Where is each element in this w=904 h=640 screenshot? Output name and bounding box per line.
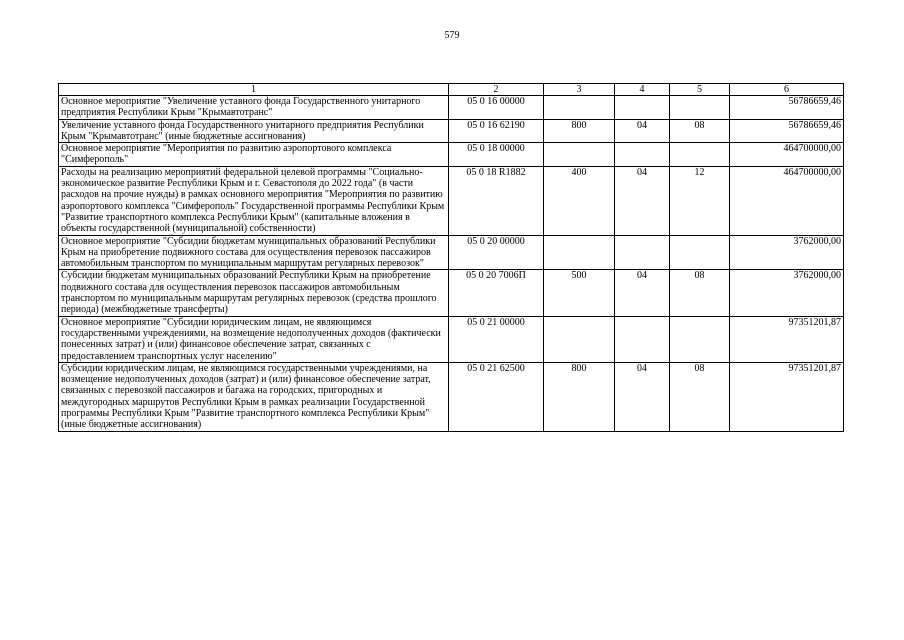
row-amount: 56786659,46 [730,119,844,143]
row-col-3: 400 [544,166,615,235]
row-col-4 [615,235,670,270]
row-col-4 [615,96,670,120]
row-col-3 [544,235,615,270]
row-col-5: 08 [670,270,730,316]
header-col-1: 1 [59,84,449,96]
row-amount: 56786659,46 [730,96,844,120]
row-col-5: 08 [670,362,730,431]
row-col-4 [615,143,670,167]
row-col-5: 08 [670,119,730,143]
row-col-5 [670,316,730,362]
row-name: Основное мероприятие "Мероприятия по развитию аэропортового комплекса "Симферополь" [59,143,449,167]
row-name: Расходы на реализацию мероприятий федеральной целевой программы "Социально-экономическое развитие Республики Крым и г. Севастополя до 2022 года" (в части расходов на прочие нужды) в рамках основного мероприятия "Мероприятия по развитию аэропортового комплекса "Симферополь" Государственной программы Республики Крым "Развитие транспортного комплекса Республики Крым" (капитальные вложения в объекты государственной (муниципальной) собственности) [59,166,449,235]
header-col-6: 6 [730,84,844,96]
row-col-4: 04 [615,119,670,143]
row-col-3: 800 [544,362,615,431]
row-amount: 97351201,87 [730,362,844,431]
table-row [59,119,844,143]
row-col-5 [670,235,730,270]
row-col-3 [544,316,615,362]
budget-table [58,83,844,432]
row-code: 05 0 16 62190 [449,119,544,143]
row-col-4: 04 [615,270,670,316]
row-name: Основное мероприятие "Субсидии бюджетам муниципальных образований Республики Крым на приобретение подвижного состава для осуществления перевозок пассажиров автомобильным транспортом по муниципальным маршрутам регулярных перевозок" [59,235,449,270]
row-col-4: 04 [615,362,670,431]
row-amount: 97351201,87 [730,316,844,362]
header-row [59,84,844,96]
row-code: 05 0 16 00000 [449,96,544,120]
table-row [59,166,844,235]
header-col-2: 2 [449,84,544,96]
row-name: Увеличение уставного фонда Государственного унитарного предприятия Республики Крым "Крымавтотранс" (иные бюджетные ассигнования) [59,119,449,143]
row-name: Субсидии бюджетам муниципальных образований Республики Крым на приобретение подвижного состава для осуществления перевозок пассажиров автомобильным транспортом по муниципальным маршрутам регулярных перевозок (средства прошлого периода) (межбюджетные трансферты) [59,270,449,316]
row-amount: 464700000,00 [730,143,844,167]
row-col-5 [670,96,730,120]
row-name: Субсидии юридическим лицам, не являющимся государственными учреждениями, на возмещение недополученных доходов (затрат) и (или) финансовое обеспечение затрат, связанных с перевозкой пассажиров и багажа на городских, пригородных и междугородных маршрутов Республики Крым в рамках реализации Государственной программы Республики Крым "Развитие транспортного комплекса Республики Крым" (иные бюджетные ассигнования) [59,362,449,431]
row-col-3 [544,143,615,167]
row-col-3 [544,96,615,120]
header-col-4: 4 [615,84,670,96]
table-row [59,96,844,120]
table-row [59,270,844,316]
page-number: 579 [444,30,460,41]
header-col-5: 5 [670,84,730,96]
table-row [59,362,844,431]
row-col-4: 04 [615,166,670,235]
header-col-3: 3 [544,84,615,96]
table-row [59,316,844,362]
row-code: 05 0 18 R1882 [449,166,544,235]
row-amount: 3762000,00 [730,270,844,316]
row-code: 05 0 21 00000 [449,316,544,362]
row-col-4 [615,316,670,362]
row-amount: 3762000,00 [730,235,844,270]
row-col-3: 800 [544,119,615,143]
row-name: Основное мероприятие "Увеличение уставного фонда Государственного унитарного предприятия Республики Крым "Крымавтотранс" [59,96,449,120]
table-row [59,143,844,167]
row-code: 05 0 21 62500 [449,362,544,431]
row-amount: 464700000,00 [730,166,844,235]
table-row [59,235,844,270]
row-col-5 [670,143,730,167]
row-col-3: 500 [544,270,615,316]
row-code: 05 0 20 00000 [449,235,544,270]
row-col-5: 12 [670,166,730,235]
row-code: 05 0 20 7006П [449,270,544,316]
row-name: Основное мероприятие "Субсидии юридическим лицам, не являющимся государственными учреждениями, на возмещение недополученных доходов (фактически понесенных затрат) и (или) финансовое обеспечение затрат, связанных с предоставлением транспортных услуг населению" [59,316,449,362]
row-code: 05 0 18 00000 [449,143,544,167]
